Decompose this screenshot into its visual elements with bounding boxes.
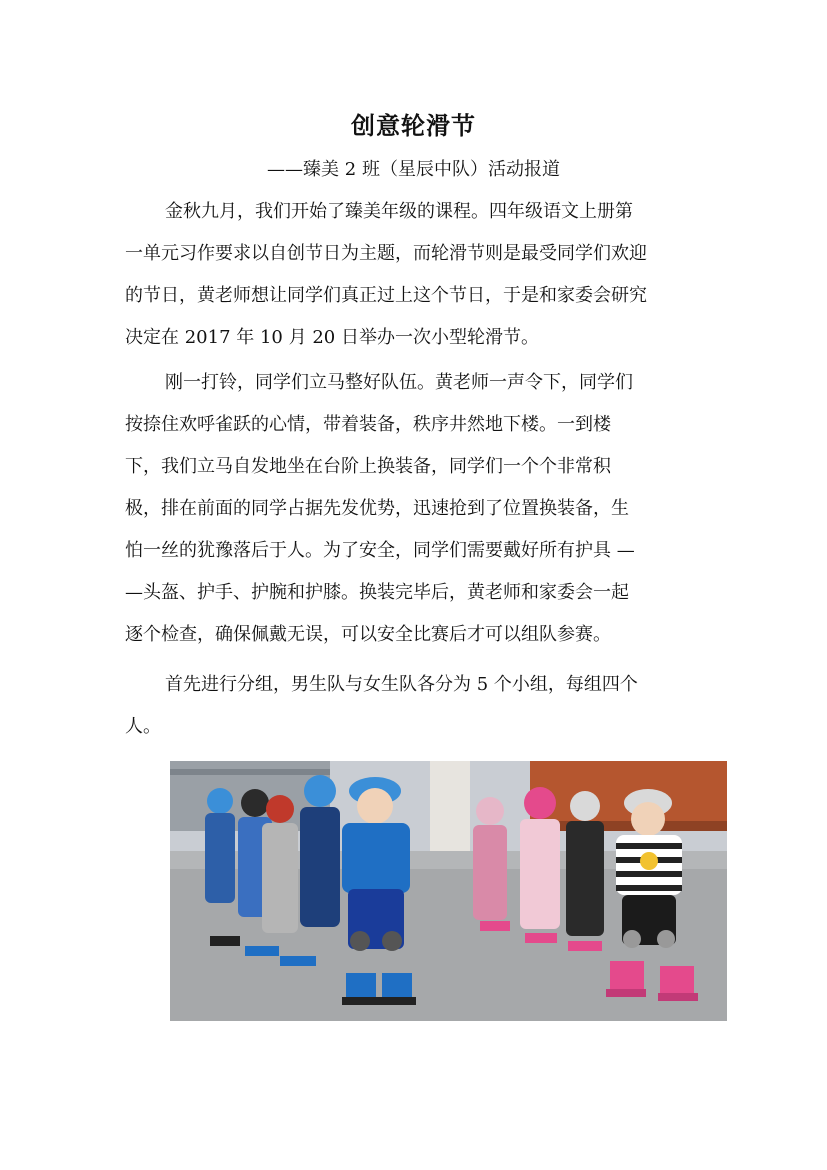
document-title: 创意轮滑节	[351, 111, 476, 140]
paragraph-line: 决定在 2017 年 10 月 20 日举办一次小型轮滑节。	[125, 327, 539, 348]
photo-illustration	[170, 761, 727, 1021]
document-subtitle: ——臻美 2 班（星辰中队）活动报道	[267, 159, 560, 180]
paragraph-line: 金秋九月，我们开始了臻美年级的课程。四年级语文上册第	[165, 201, 633, 222]
paragraph-line: 刚一打铃，同学们立马整好队伍。黄老师一声令下，同学们	[165, 372, 633, 393]
paragraph-line: 下，我们立马自发地坐在台阶上换装备，同学们一个个非常积	[125, 456, 611, 477]
paragraph-line: 按捺住欢呼雀跃的心情，带着装备，秩序井然地下楼。一到楼	[125, 414, 611, 435]
paragraph-line: 人。	[125, 716, 161, 737]
children-roller-skating-photo	[170, 761, 727, 1021]
paragraph-line: 怕一丝的犹豫落后于人。为了安全，同学们需要戴好所有护具 —	[125, 540, 635, 561]
paragraph-2	[125, 362, 685, 656]
photo-pillar	[430, 761, 470, 851]
paragraph-3	[125, 664, 685, 748]
paragraph-line: 的节日，黄老师想让同学们真正过上这个节日，于是和家委会研究	[125, 285, 647, 306]
paragraph-line: 极，排在前面的同学占据先发优势，迅速抢到了位置换装备，生	[125, 498, 629, 519]
paragraph-line: 首先进行分组，男生队与女生队各分为 5 个小组，每组四个	[165, 674, 638, 695]
paragraph-line: 逐个检查，确保佩戴无误，可以安全比赛后才可以组队参赛。	[125, 624, 611, 645]
photo-girls-group	[473, 787, 604, 951]
photo-building-stripe	[170, 769, 330, 775]
paragraph-1	[125, 191, 685, 359]
paragraph-line: 一单元习作要求以自创节日为主题，而轮滑节则是最受同学们欢迎	[125, 243, 647, 264]
paragraph-line: —头盔、护手、护腕和护膝。换装完毕后，黄老师和家委会一起	[125, 582, 629, 603]
